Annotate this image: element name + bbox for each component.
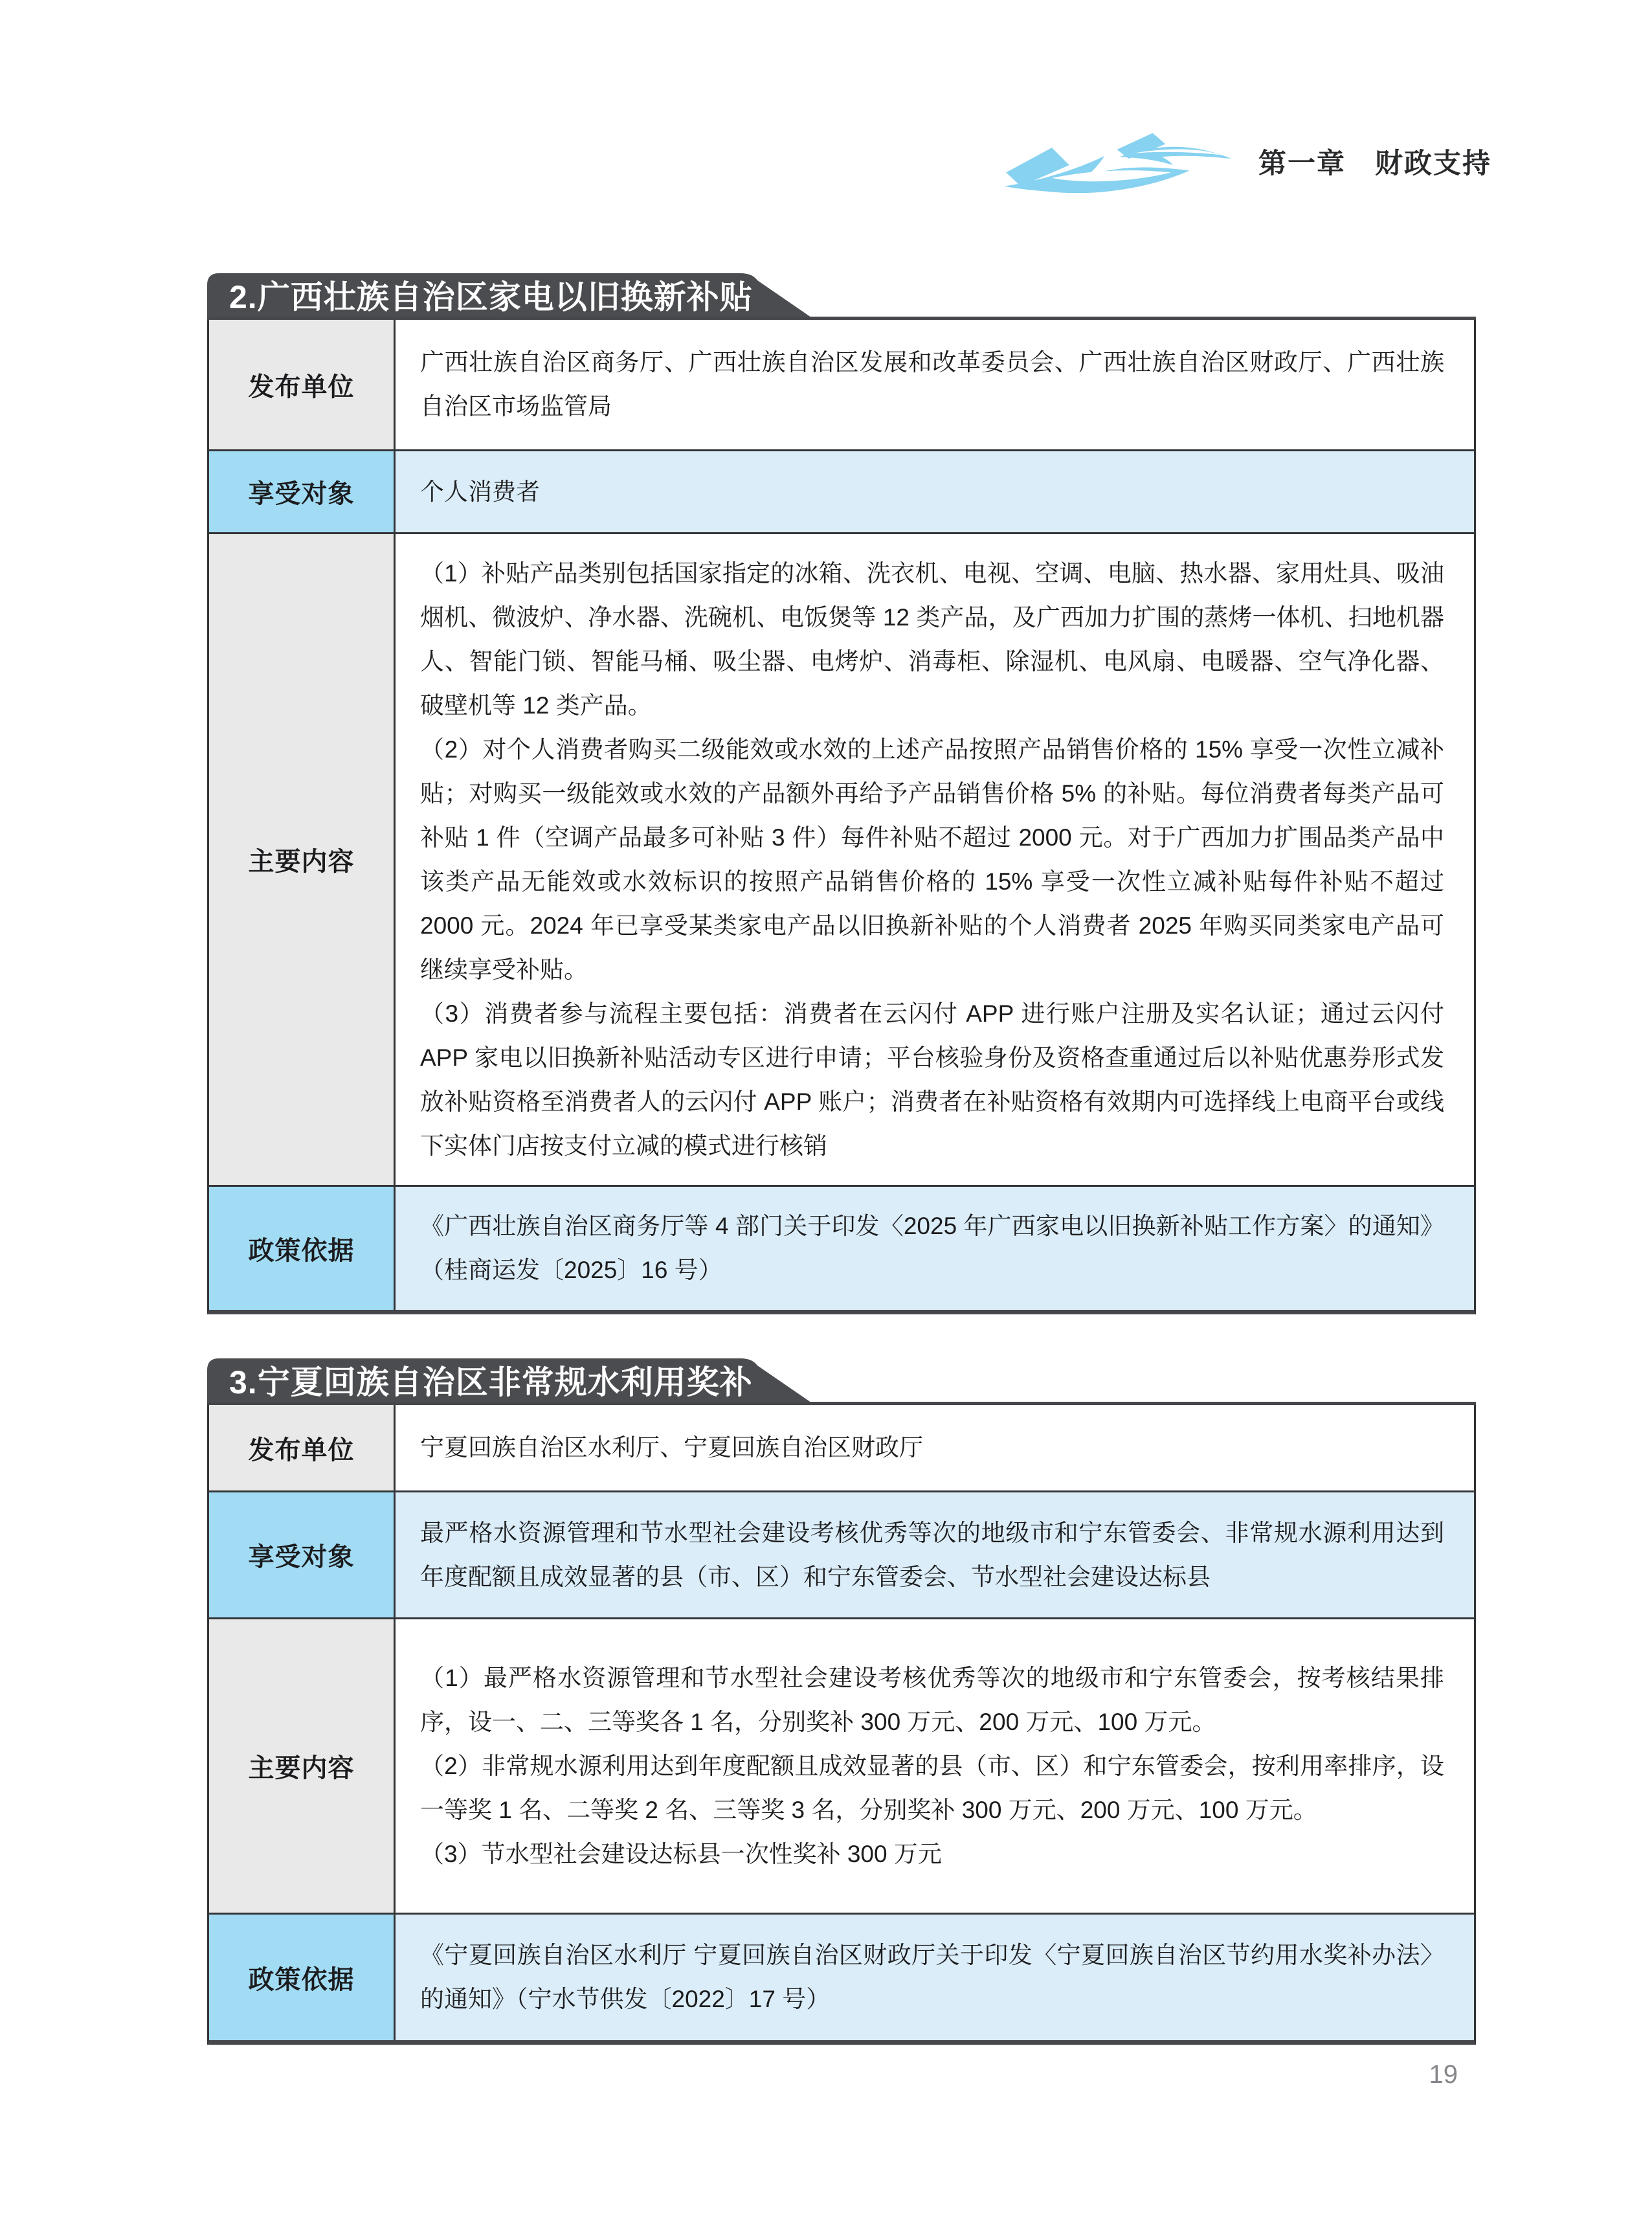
row-content: [394, 534, 1474, 1185]
row-label: 政策依据: [209, 1915, 394, 2040]
content-paragraph: （1）最严格水资源管理和节水型社会建设考核优秀等次的地级市和宁东管委会，按考核结果排序，设一、二、三等奖各 1 名，分别奖补 300 万元、200 万元、100 万元。: [420, 1664, 1444, 1735]
row-label: 享受对象: [209, 1492, 394, 1617]
content-paragraph: 《广西壮族自治区商务厅等 4 部门关于印发〈2025 年广西家电以旧换新补贴工作方案〉的通知》（桂商运发〔2025〕16 号）: [420, 1213, 1444, 1283]
content-paragraph: （3）节水型社会建设达标县一次性奖补 300 万元: [420, 1840, 942, 1867]
content-paragraph: 个人消费者: [420, 478, 540, 505]
content-area: [207, 273, 1476, 2045]
row-label: 主要内容: [209, 1619, 394, 1913]
row-label: 主要内容: [209, 534, 394, 1185]
section-title: 3.宁夏回族自治区非常规水利用奖补: [229, 1364, 753, 1400]
row-label: 政策依据: [209, 1187, 394, 1310]
row-content: [394, 451, 1474, 532]
content-paragraph: （3）消费者参与流程主要包括：消费者在云闪付 APP 进行账户注册及实名认证；通过云闪付 APP 家电以旧换新补贴活动专区进行申请；平台核验身份及资格查重通过后以补贴优惠券形式发放补贴资格至消费者人的云闪付 APP 账户；消费者在补贴资格有效期内可选择线上电商平台或线下实体门店按支付立减的模式进行核销: [420, 1000, 1444, 1159]
content-paragraph: （1）补贴产品类别包括国家指定的冰箱、洗衣机、电视、空调、电脑、热水器、家用灶具、吸油烟机、微波炉、净水器、洗碗机、电饭煲等 12 类产品，及广西加力扩围的蒸烤一体机、扫地机器人、智能门锁、智能马桶、吸尘器、电烤炉、消毒柜、除湿机、电风扇、电暖器、空气净化器、破壁机等 12 类产品。: [420, 559, 1444, 719]
content-paragraph: 宁夏回族自治区水利厅、宁夏回族自治区财政厅: [420, 1434, 923, 1461]
content-paragraph: （2）非常规水源利用达到年度配额且成效显著的县（市、区）和宁东管委会，按利用率排序，设一等奖 1 名、二等奖 2 名、三等奖 3 名，分别奖补 300 万元、200 万元、100 万元。: [420, 1752, 1444, 1823]
table-row-publisher: [209, 1405, 1474, 1490]
section-ningxia-water-reward: [207, 1358, 1476, 2045]
section-title: 2.广西壮族自治区家电以旧换新补贴: [229, 279, 753, 315]
section-guangxi-appliance-tradein: [207, 273, 1476, 1314]
row-label: 享受对象: [209, 451, 394, 532]
content-paragraph: 《宁夏回族自治区水利厅 宁夏回族自治区财政厅关于印发〈宁夏回族自治区节约用水奖补办法〉的通知》（宁水节供发〔2022〕17 号）: [420, 1942, 1444, 2012]
table-row-beneficiary: [209, 1490, 1474, 1617]
table-row-beneficiary: [209, 449, 1474, 532]
row-label: 发布单位: [209, 1405, 394, 1490]
row-content: [394, 1619, 1474, 1913]
content-paragraph: 最严格水资源管理和节水型社会建设考核优秀等次的地级市和宁东管委会、非常规水源利用达到年度配额且成效显著的县（市、区）和宁东管委会、节水型社会建设达标县: [420, 1519, 1444, 1590]
section-title-bar: [207, 273, 1476, 320]
table-row-main-content: [209, 532, 1474, 1185]
row-content: [394, 1915, 1474, 2040]
policy-table: [207, 1405, 1476, 2045]
row-content: [394, 1187, 1474, 1310]
row-content: [394, 1405, 1474, 1490]
table-row-main-content: [209, 1617, 1474, 1913]
content-paragraph: （2）对个人消费者购买二级能效或水效的上述产品按照产品销售价格的 15% 享受一次性立减补贴；对购买一级能效或水效的产品额外再给予产品销售价格 5% 的补贴。每位消费者每类产品可补贴 1 件（空调产品最多可补贴 3 件）每件补贴不超过 2000 元。对于广西加力扩围品类产品中该类产品无能效或水效标识的按照产品销售价格的 15% 享受一次性立减补贴每件补贴不超过 2000 元。2024 年已享受某类家电产品以旧换新补贴的个人消费者 2025 年购买同类家电产品可继续享受补贴。: [420, 736, 1444, 983]
section-title-bar: [207, 1358, 1476, 1405]
chapter-title: 第一章 财政支持: [1258, 148, 1491, 179]
table-row-publisher: [209, 320, 1474, 449]
row-content: [394, 320, 1474, 449]
page-number: 19: [1429, 2060, 1458, 2089]
page-header: [997, 129, 1491, 193]
row-content: [394, 1492, 1474, 1617]
content-paragraph: 广西壮族自治区商务厅、广西壮族自治区发展和改革委员会、广西壮族自治区财政厅、广西壮族自治区市场监管局: [420, 349, 1444, 420]
row-label: 发布单位: [209, 320, 394, 449]
table-row-policy-basis: [209, 1913, 1474, 2040]
wave-logo-icon: [997, 129, 1235, 193]
table-row-policy-basis: [209, 1185, 1474, 1310]
policy-table: [207, 320, 1476, 1314]
